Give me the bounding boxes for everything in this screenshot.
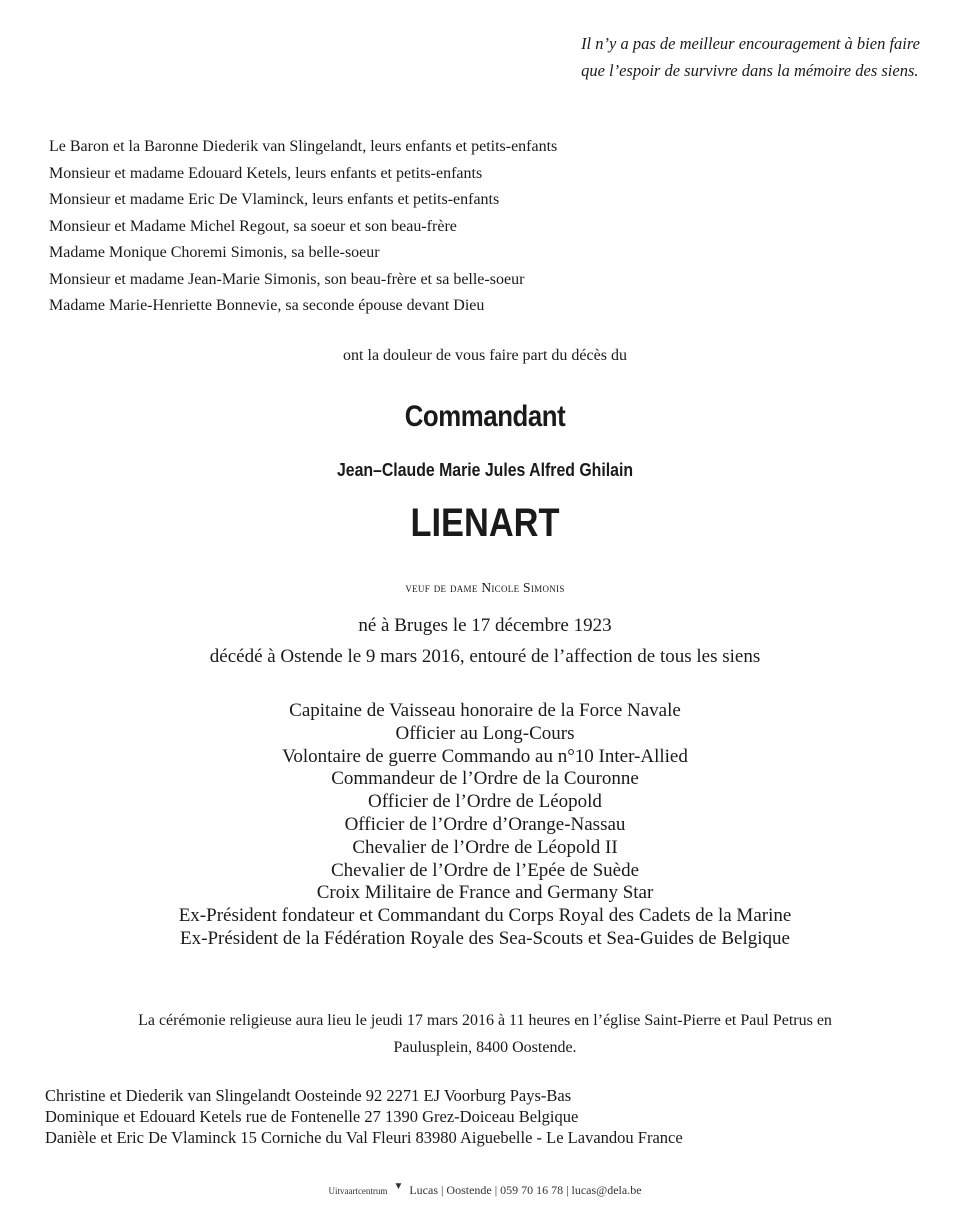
honour-line: Capitaine de Vaisseau honoraire de la Force Navale xyxy=(289,700,681,721)
honours-list xyxy=(0,700,970,951)
family-list xyxy=(49,134,557,320)
contacts-list xyxy=(45,1085,683,1148)
honour-line: Commandeur de l’Ordre de la Couronne xyxy=(331,768,639,790)
footer-prefix: Uitvaartcentrum xyxy=(328,1186,388,1196)
deceased-given-names: Jean–Claude Marie Jules Alfred Ghilain xyxy=(336,460,634,480)
deceased-rank: Commandant xyxy=(404,400,566,433)
deceased-surname: LIENART xyxy=(410,501,560,545)
announcement: ont la douleur de vous faire part du décès du xyxy=(343,347,627,364)
family-line: Monsieur et madame Eric De Vlaminck, leurs enfants et petits-enfants xyxy=(49,191,500,208)
honour-line: Officier de l’Ordre de Léopold xyxy=(368,791,602,813)
honour-line: Ex-Président fondateur et Commandant du Corps Royal des Cadets de la Marine xyxy=(178,905,792,927)
family-line: Madame Monique Choremi Simonis, sa belle-soeur xyxy=(49,244,380,261)
family-line: Le Baron et la Baronne Diederik van Slingelandt, leurs enfants et petits-enfants xyxy=(49,138,558,155)
family-line: Monsieur et Madame Michel Regout, sa soeur et son beau-frère xyxy=(49,217,457,235)
ceremony-notice: La cérémonie religieuse aura lieu le jeudi 17 mars 2016 à 11 heures en l’église Saint-Pierre et Paul Petrus en Paulusplein, 8400 Oostende. xyxy=(138,1012,832,1056)
family-line: Monsieur et madame Jean-Marie Simonis, son beau-frère et sa belle-soeur xyxy=(49,270,525,288)
honour-line: Chevalier de l’Ordre de Léopold II xyxy=(352,836,618,858)
funeral-home-footer xyxy=(0,1183,970,1198)
honour-line: Chevalier de l’Ordre de l’Epée de Suède xyxy=(330,859,640,881)
honour-line: Volontaire de guerre Commando au n°10 Inter-Allied xyxy=(282,745,688,767)
honour-line: Ex-Président de la Fédération Royale des Sea-Scouts et Sea-Guides de Belgique xyxy=(180,927,790,949)
widower-of: veuf de dame Nicole Simonis xyxy=(405,580,565,595)
contact-line: Dominique et Edouard Ketels rue de Fontenelle 27 1390 Grez-Doiceau Belgique xyxy=(45,1107,579,1126)
honour-line: Croix Militaire de France and Germany Star xyxy=(316,882,654,904)
triangle-logo-icon: ▼ xyxy=(393,1181,404,1192)
family-line: Madame Marie-Henriette Bonnevie, sa seconde épouse devant Dieu xyxy=(49,297,485,314)
epigraph-line: que l’espoir de survivre dans la mémoire des siens. xyxy=(581,61,919,80)
epigraph xyxy=(581,30,920,84)
honour-line: Officier au Long-Cours xyxy=(395,722,575,744)
contact-line: Christine et Diederik van Slingelandt Oosteinde 92 2271 EJ Voorburg Pays-Bas xyxy=(45,1086,572,1105)
family-line: Monsieur et madame Edouard Ketels, leurs enfants et petits-enfants xyxy=(49,164,483,182)
contact-line: Danièle et Eric De Vlaminck 15 Corniche du Val Fleuri 83980 Aiguebelle - Le Lavandou France xyxy=(45,1128,683,1147)
epigraph-line: Il n’y a pas de meilleur encouragement à bien faire xyxy=(581,34,920,53)
death-line: décédé à Ostende le 9 mars 2016, entouré de l’affection de tous les siens xyxy=(209,646,761,667)
footer-contact: Lucas | Oostende | 059 70 16 78 | lucas@dela.be xyxy=(409,1183,642,1197)
honour-line: Officier de l’Ordre d’Orange-Nassau xyxy=(344,813,626,835)
birth-line: né à Bruges le 17 décembre 1923 xyxy=(358,615,612,636)
